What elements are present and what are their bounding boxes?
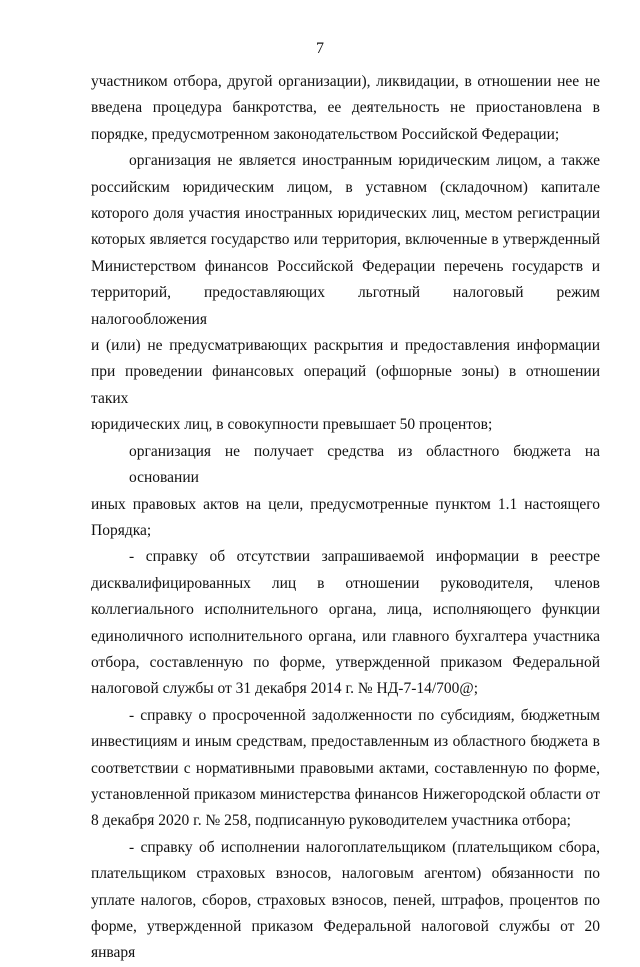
paragraph — [91, 544, 600, 702]
paragraph — [91, 69, 600, 148]
text-line: - справку о просроченной задолженности по субсидиям, бюджетным — [129, 706, 600, 724]
page-number: 7 — [316, 40, 324, 57]
text-line: организация не является иностранным юридическим лицом, а также — [129, 152, 600, 170]
text-line: инвестициям и иным средствам, предоставленным из областного бюджета в — [91, 733, 600, 751]
text-line: Порядка; — [91, 521, 152, 539]
text-line: организация не получает средства из областного бюджета на основании — [129, 442, 600, 487]
text-line: 8 декабря 2020 г. № 258, подписанную руководителем участника отбора; — [91, 812, 571, 830]
text-line: иных правовых актов на цели, предусмотренные пунктом 1.1 настоящего — [91, 495, 600, 513]
text-line: уплате налогов, сборов, страховых взносов, пеней, штрафов, процентов по — [91, 891, 600, 909]
text-line: участником отбора, другой организации), ликвидации, в отношении нее не — [91, 73, 600, 90]
text-line: - справку об отсутствии запрашиваемой информации в реестре — [129, 548, 600, 566]
text-line: введена процедура банкротства, ее деятельность не приостановлена в — [91, 99, 600, 117]
text-line: порядке, предусмотренном законодательством Российской Федерации; — [91, 125, 560, 143]
text-line: территорий, предоставляющих льготный налоговый режим налогообложения — [91, 284, 600, 328]
paragraph — [91, 148, 600, 438]
text-line: единоличного исполнительного органа, или главного бухгалтера участника — [91, 627, 600, 645]
text-line: - справку об исполнении налогоплательщиком (плательщиком сбора, — [129, 838, 600, 856]
text-line: соответствии с нормативными правовыми актами, составленную по форме, — [91, 759, 600, 777]
text-line: дисквалифицированных лиц в отношении руководителя, членов — [91, 574, 600, 592]
document-body — [91, 69, 600, 967]
paragraph — [91, 835, 600, 967]
text-line: коллегиального исполнительного органа, лица, исполняющего функции — [91, 601, 600, 619]
paragraph — [91, 439, 600, 545]
text-line: юридических лиц, в совокупности превышает 50 процентов; — [91, 416, 493, 434]
text-line: плательщиком страховых взносов, налоговым агентом) обязанности по — [91, 865, 600, 883]
text-line: которого доля участия иностранных юридических лиц, местом регистрации — [91, 205, 600, 223]
text-line: отбора, составленную по форме, утвержденной приказом Федеральной — [91, 653, 600, 671]
text-line: налоговой службы от 31 декабря 2014 г. № НД-7-14/700@; — [91, 680, 479, 698]
text-line: и (или) не предусматривающих раскрытия и предоставления информации — [91, 337, 600, 355]
text-line: установленной приказом министерства финансов Нижегородской области от — [91, 785, 600, 803]
text-line: Министерством финансов Российской Федерации перечень государств и — [91, 257, 600, 275]
paragraph — [91, 703, 600, 835]
text-line: форме, утвержденной приказом Федеральной налоговой службы от 20 января — [91, 918, 600, 962]
text-line: при проведении финансовых операций (офшорные зоны) в отношении таких — [91, 363, 600, 407]
text-line: российским юридическим лицом, в уставном (складочном) капитале — [91, 178, 600, 196]
text-line: которых является государство или территория, включенные в утвержденный — [91, 231, 600, 249]
